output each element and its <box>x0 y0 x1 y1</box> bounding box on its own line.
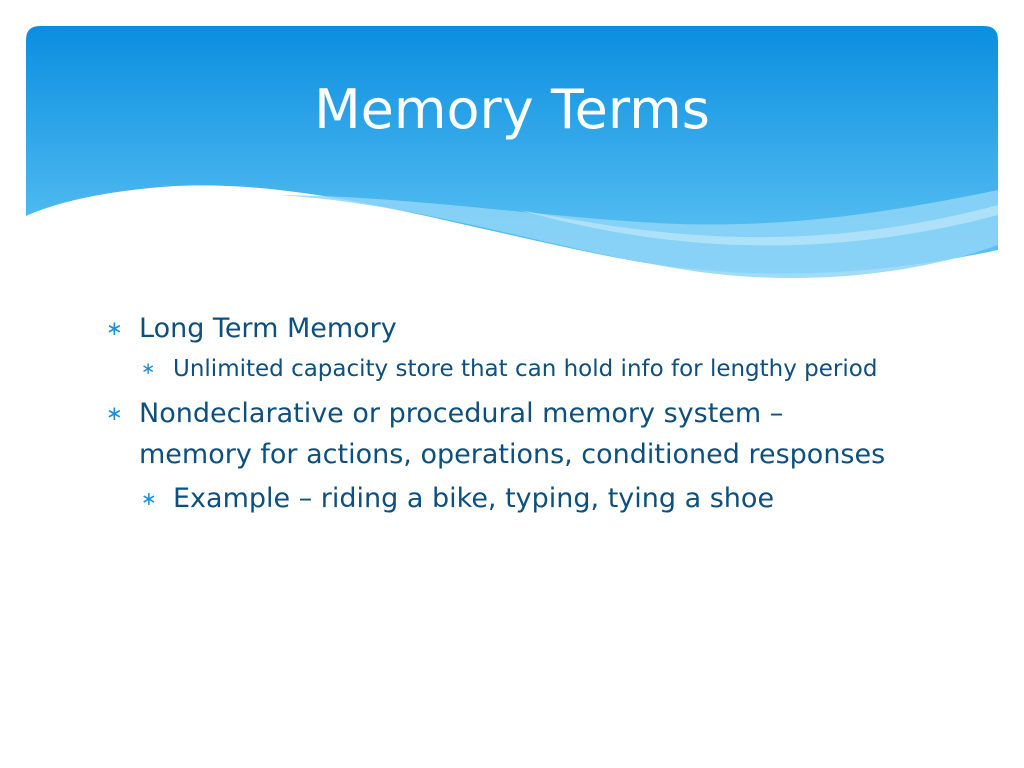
sub-bullet-text: Unlimited capacity store that can hold info for lengthy period <box>173 356 878 382</box>
bullet-list <box>104 306 904 519</box>
slide-title: Memory Terms <box>314 78 710 141</box>
asterisk-icon: ∗ <box>141 488 157 510</box>
sub-bullet-text: Example – riding a bike, typing, tying a shoe <box>173 483 775 514</box>
bullet-item <box>104 393 904 475</box>
bullet-item <box>104 308 904 349</box>
bullet-text: Nondeclarative or procedural memory system – memory for actions, operations, conditioned responses <box>139 398 886 470</box>
asterisk-icon: ∗ <box>106 401 123 425</box>
bullet-text: Long Term Memory <box>139 313 397 344</box>
asterisk-icon: ∗ <box>106 316 123 340</box>
sub-bullet-item <box>104 351 904 387</box>
asterisk-icon: ∗ <box>141 359 156 379</box>
sub-bullet-item <box>104 479 904 519</box>
header-banner <box>0 0 1024 300</box>
